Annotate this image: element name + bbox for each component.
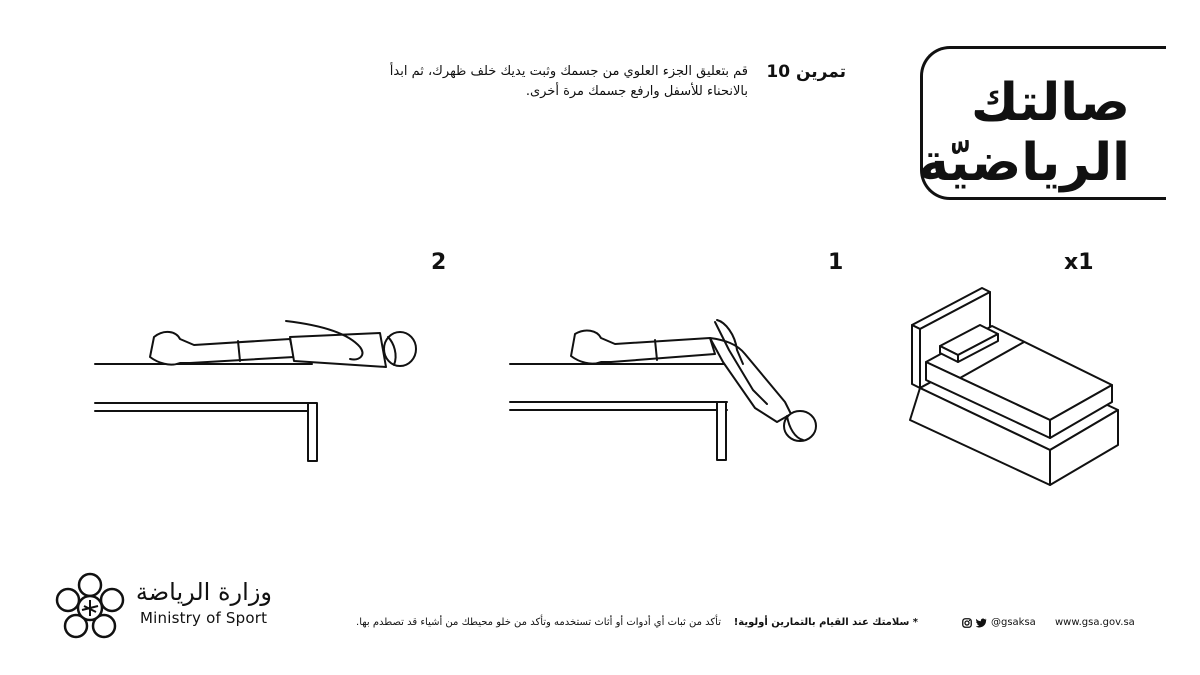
step-label-2: 2	[431, 250, 447, 275]
safety-note	[340, 617, 918, 628]
twitter-icon[interactable]	[976, 618, 987, 628]
social-links	[962, 617, 1036, 628]
exercise-title: تمرين 10	[766, 62, 846, 82]
equipment-quantity: x1	[1064, 250, 1094, 275]
logo-arabic-name: وزارة الرياضة	[135, 578, 272, 606]
website-link[interactable]: www.gsa.gov.sa	[1055, 617, 1135, 628]
logo-english-name: Ministry of Sport	[140, 609, 268, 627]
step-1-illustration	[505, 310, 835, 475]
safety-note-bold: * سلامتك عند القيام بالتمارين أولوية!	[733, 617, 918, 628]
step-2-illustration	[90, 315, 430, 465]
ministry-logo-icon	[52, 570, 128, 646]
title-line-2: الرياضيّة	[918, 133, 1130, 193]
title-frame	[920, 46, 1166, 200]
title-line-1: صالتك	[971, 73, 1130, 133]
safety-note-text: تأكد من ثبات أي أدوات أو أثاث تستخدمه وتأكد من خلو محيطك من أشياء قد تصطدم بها.	[356, 617, 722, 628]
step-label-1: 1	[828, 250, 844, 275]
social-handle[interactable]: @gsaksa	[991, 617, 1036, 628]
exercise-description: قم بتعليق الجزء العلوي من جسمك وثبت يديك خلف ظهرك، ثم ابدأ بالانحناء للأسفل وارفع جسمك مرة أخرى.	[389, 64, 748, 99]
bed-icon	[900, 280, 1125, 490]
instagram-icon[interactable]	[962, 618, 972, 628]
